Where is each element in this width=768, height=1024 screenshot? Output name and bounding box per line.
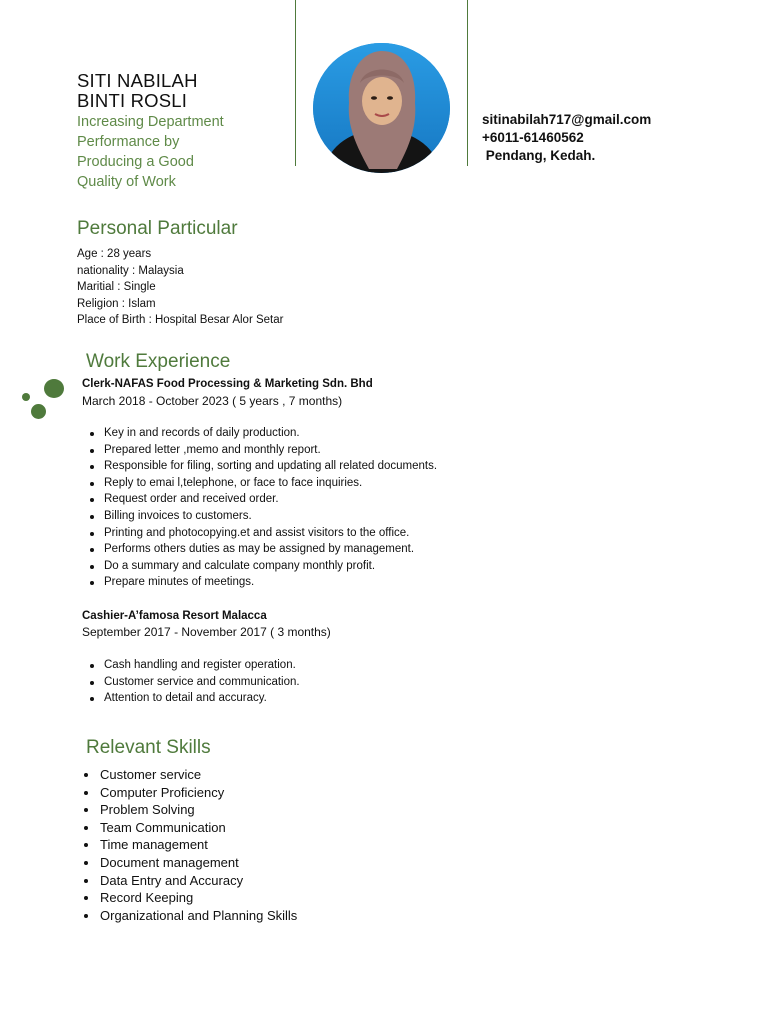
personal-item: Maritial : Single [77,281,156,294]
name-line-2: BINTI ROSLI [77,90,188,111]
skill-item: Team Communication [82,819,297,837]
skill-item: Time management [82,836,297,854]
tagline-line: Quality of Work [77,174,176,190]
skill-item: Record Keeping [82,889,297,907]
duty-item: Printing and photocopying.et and assist visitors to the office. [82,525,437,542]
skill-item: Problem Solving [82,801,297,819]
personal-item: nationality : Malaysia [77,264,184,277]
personal-particulars-list [77,246,283,329]
duty-item: Billing invoices to customers. [82,508,437,525]
decorative-dot [44,379,64,398]
job-title: Clerk-NAFAS Food Processing & Marketing Sdn. Bhd [82,378,373,390]
job-title: Cashier-A’famosa Resort Malacca [82,610,267,622]
duty-item: Prepared letter ,memo and monthly report. [82,442,437,459]
skill-item: Computer Proficiency [82,784,297,802]
location-text: Pendang, Kedah. [482,148,596,163]
skill-item: Document management [82,854,297,872]
section-title-work: Work Experience [86,351,231,372]
name-line-1: SITI NABILAH [77,70,198,91]
profile-photo [313,43,450,173]
duty-item: Cash handling and register operation. [82,657,300,674]
decorative-dot [31,404,46,419]
skill-item: Organizational and Planning Skills [82,907,297,925]
personal-item: Religion : Islam [77,297,156,310]
duty-item: Responsible for filing, sorting and updating all related documents. [82,458,437,475]
candidate-name [77,71,287,111]
duty-item: Reply to emai l,telephone, or face to face inquiries. [82,475,437,492]
job-date: September 2017 - November 2017 ( 3 months) [82,625,331,639]
duty-item: Customer service and communication. [82,674,300,691]
section-title-personal: Personal Particular [77,218,238,239]
tagline-line: Producing a Good [77,154,194,170]
divider-line-right [467,0,468,166]
tagline-line: Increasing Department [77,114,224,130]
job-duties-list [82,425,437,591]
tagline-line: Performance by [77,134,180,150]
email-link[interactable]: sitinabilah717@gmail.com [482,112,652,127]
tagline [77,112,287,192]
duty-item: Do a summary and calculate company monthly profit. [82,558,437,575]
duty-item: Key in and records of daily production. [82,425,437,442]
section-title-skills: Relevant Skills [86,737,211,758]
skills-list [82,766,297,924]
decorative-dot [22,393,30,401]
phone-number: +6011-61460562 [482,130,584,145]
duty-item: Attention to detail and accuracy. [82,690,300,707]
skill-item: Customer service [82,766,297,784]
personal-item: Place of Birth : Hospital Besar Alor Setar [77,314,284,327]
duty-item: Performs others duties as may be assigned by management. [82,541,437,558]
skill-item: Data Entry and Accuracy [82,872,297,890]
divider-line-left [295,0,296,166]
duty-item: Prepare minutes of meetings. [82,574,437,591]
contact-info [482,111,752,165]
job-date: March 2018 - October 2023 ( 5 years , 7 months) [82,394,343,408]
personal-item: Age : 28 years [77,248,152,260]
job-duties-list [82,657,300,707]
duty-item: Request order and received order. [82,491,437,508]
